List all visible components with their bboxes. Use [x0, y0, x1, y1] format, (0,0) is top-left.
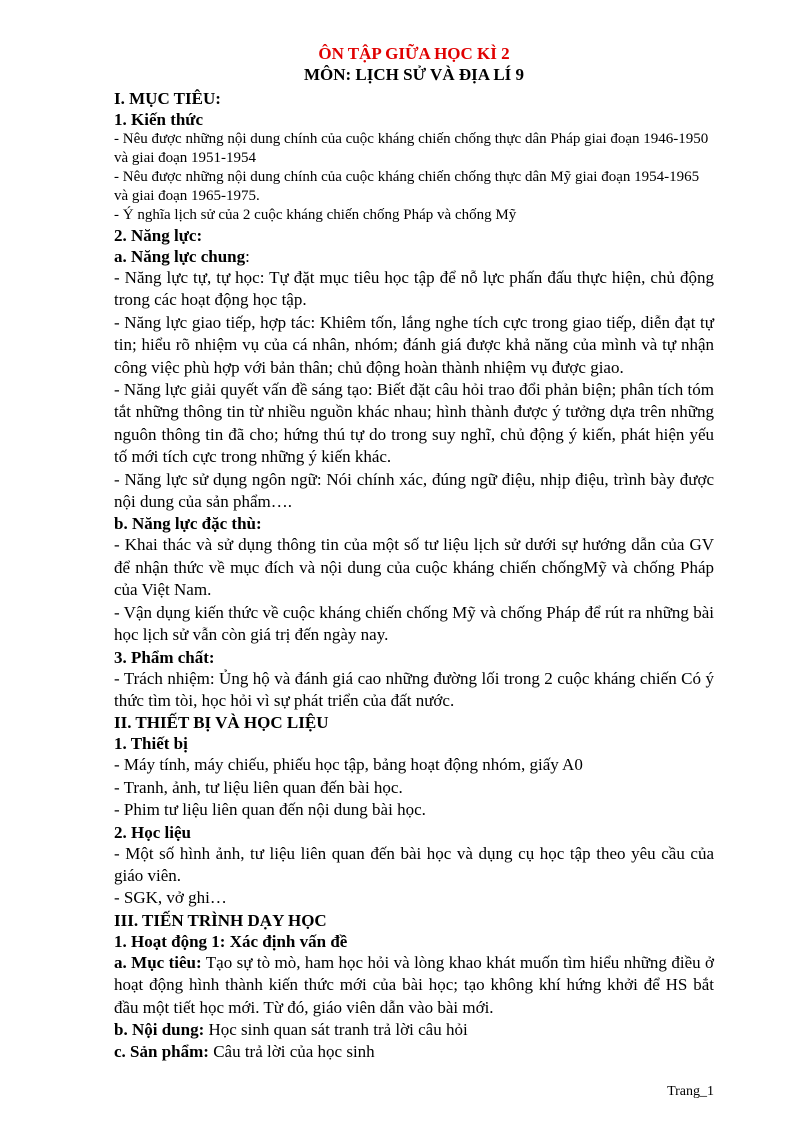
activity-content — [114, 1019, 714, 1041]
subheading-equipment: 1. Thiết bị — [114, 734, 188, 754]
materials-item: - Một số hình ảnh, tư liệu liên quan đến bài học và dụng cụ học tập theo yêu cầu của giáo viên. — [114, 843, 714, 885]
subheading-specific-competence: b. Năng lực đặc thù: — [114, 514, 262, 534]
page-number: Trang_1 — [667, 1084, 714, 1099]
equipment-item: - Tranh, ảnh, tư liệu liên quan đến bài học. — [114, 777, 403, 797]
equipment-item: - Phim tư liệu liên quan đến nội dung bài học. — [114, 800, 426, 820]
activity-product-text: Câu trả lời của học sinh — [208, 1042, 375, 1062]
specific-competence-item: - Khai thác và sử dụng thông tin của một số tư liệu lịch sử dưới sự hướng dẫn của GV để nhận thức về mục đích và nội dung của cuộc kháng chiến chốngMỹ và chống Pháp của Việt Nam. — [114, 535, 714, 600]
activity-goal — [114, 952, 714, 1019]
subheading-activity-1: 1. Hoạt động 1: Xác định vấn đề — [114, 931, 348, 951]
subheading-competence: 2. Năng lực: — [114, 226, 203, 245]
materials-item: - SGK, vở ghi… — [114, 888, 227, 908]
subheading-materials: 2. Học liệu — [114, 822, 191, 842]
subheading-qualities: 3. Phẩm chất: — [114, 647, 215, 667]
knowledge-item: - Nêu được những nội dung chính của cuộc kháng chiến chống thực dân Pháp giai đoạn 1946-1950 và giai đoạn 1951-1954 — [114, 131, 709, 166]
activity-content-label: b. Nội dung: — [114, 1019, 205, 1039]
activity-goal-label: a. Mục tiêu: — [114, 952, 202, 972]
knowledge-item: - Ý nghĩa lịch sử của 2 cuộc kháng chiến chống Pháp và chống Mỹ — [114, 207, 517, 223]
document-subtitle: MÔN: LỊCH SỬ VÀ ĐỊA LÍ 9 — [303, 65, 525, 84]
subheading-general-competence — [114, 246, 714, 267]
general-competence-colon: : — [245, 247, 250, 266]
document-page — [114, 44, 714, 1064]
general-competence-item: - Năng lực sử dụng ngôn ngữ: Nói chính xác, đúng ngữ điệu, nhịp điệu, trình bày được nội dung của sản phẩm…. — [114, 469, 714, 512]
general-competence-item: - Năng lực giải quyết vấn đề sáng tạo: Biết đặt câu hỏi trao đổi phản biện; phân tích tóm tắt những thông tin từ nhiều nguồn khác nhau; hình thành được ý tưởng dựa trên những nguôn thông tin đã cho; hứng thú tự do trong suy nghĩ, chủ động ý kiến, phát hiện yếu tố mới tích cực trong những ý kiến khác. — [114, 380, 714, 467]
general-competence-label: a. Năng lực chung — [114, 247, 246, 266]
activity-content-text: Học sinh quan sát tranh trả lời câu hỏi — [204, 1019, 468, 1039]
activity-product-label: c. Sản phẩm: — [114, 1042, 209, 1062]
section-heading-objectives: I. MỤC TIÊU: — [114, 89, 221, 108]
subheading-knowledge: 1. Kiến thức — [114, 110, 204, 129]
qualities-item: - Trách nhiệm: Ủng hộ và đánh giá cao những đường lối trong 2 cuộc kháng chiến Có ý thức tìm tòi, học hỏi vì sự phát triển của đất nước. — [114, 668, 714, 710]
section-heading-process: III. TIẾN TRÌNH DẠY HỌC — [114, 910, 327, 930]
document-title: ÔN TẬP GIỮA HỌC KÌ 2 — [318, 44, 510, 63]
activity-product — [114, 1041, 714, 1063]
specific-competence-item: - Vận dụng kiến thức về cuộc kháng chiến chống Mỹ và chống Pháp để rút ra những bài học lịch sử vẫn còn giá trị đến ngày nay. — [114, 602, 714, 645]
general-competence-item: - Năng lực tự, tự học: Tự đặt mục tiêu học tập để nỗ lực phấn đấu thực hiện, chủ động trong các hoạt động học tập. — [114, 268, 714, 310]
activity-goal-text: Tạo sự tò mò, ham học hỏi và lòng khao khát muốn tìm hiểu những điều ở hoạt động hình thành kiến thức mới của bài học; tạo không khí hứng khởi để HS bắt đầu một tiết học mới. Từ đó, giáo viên dẫn vào bài mới. — [114, 952, 715, 1017]
knowledge-item: - Nêu được những nội dung chính của cuộc kháng chiến chống thực dân Mỹ giai đoạn 1954-1965 và giai đoạn 1965-1975. — [114, 169, 700, 204]
equipment-item: - Máy tính, máy chiếu, phiếu học tập, bảng hoạt động nhóm, giấy A0 — [114, 755, 583, 775]
section-heading-equipment: II. THIẾT BỊ VÀ HỌC LIỆU — [114, 713, 329, 733]
general-competence-item: - Năng lực giao tiếp, hợp tác: Khiêm tốn, lắng nghe tích cực trong giao tiếp, diễn đạt tự tin; hiểu rõ nhiệm vụ của cá nhân, nhóm; đánh giá được khả năng của mình và tự nhận công việc phù hợp với bản thân; chủ động hoàn thành nhiệm vụ được giao. — [114, 312, 714, 377]
